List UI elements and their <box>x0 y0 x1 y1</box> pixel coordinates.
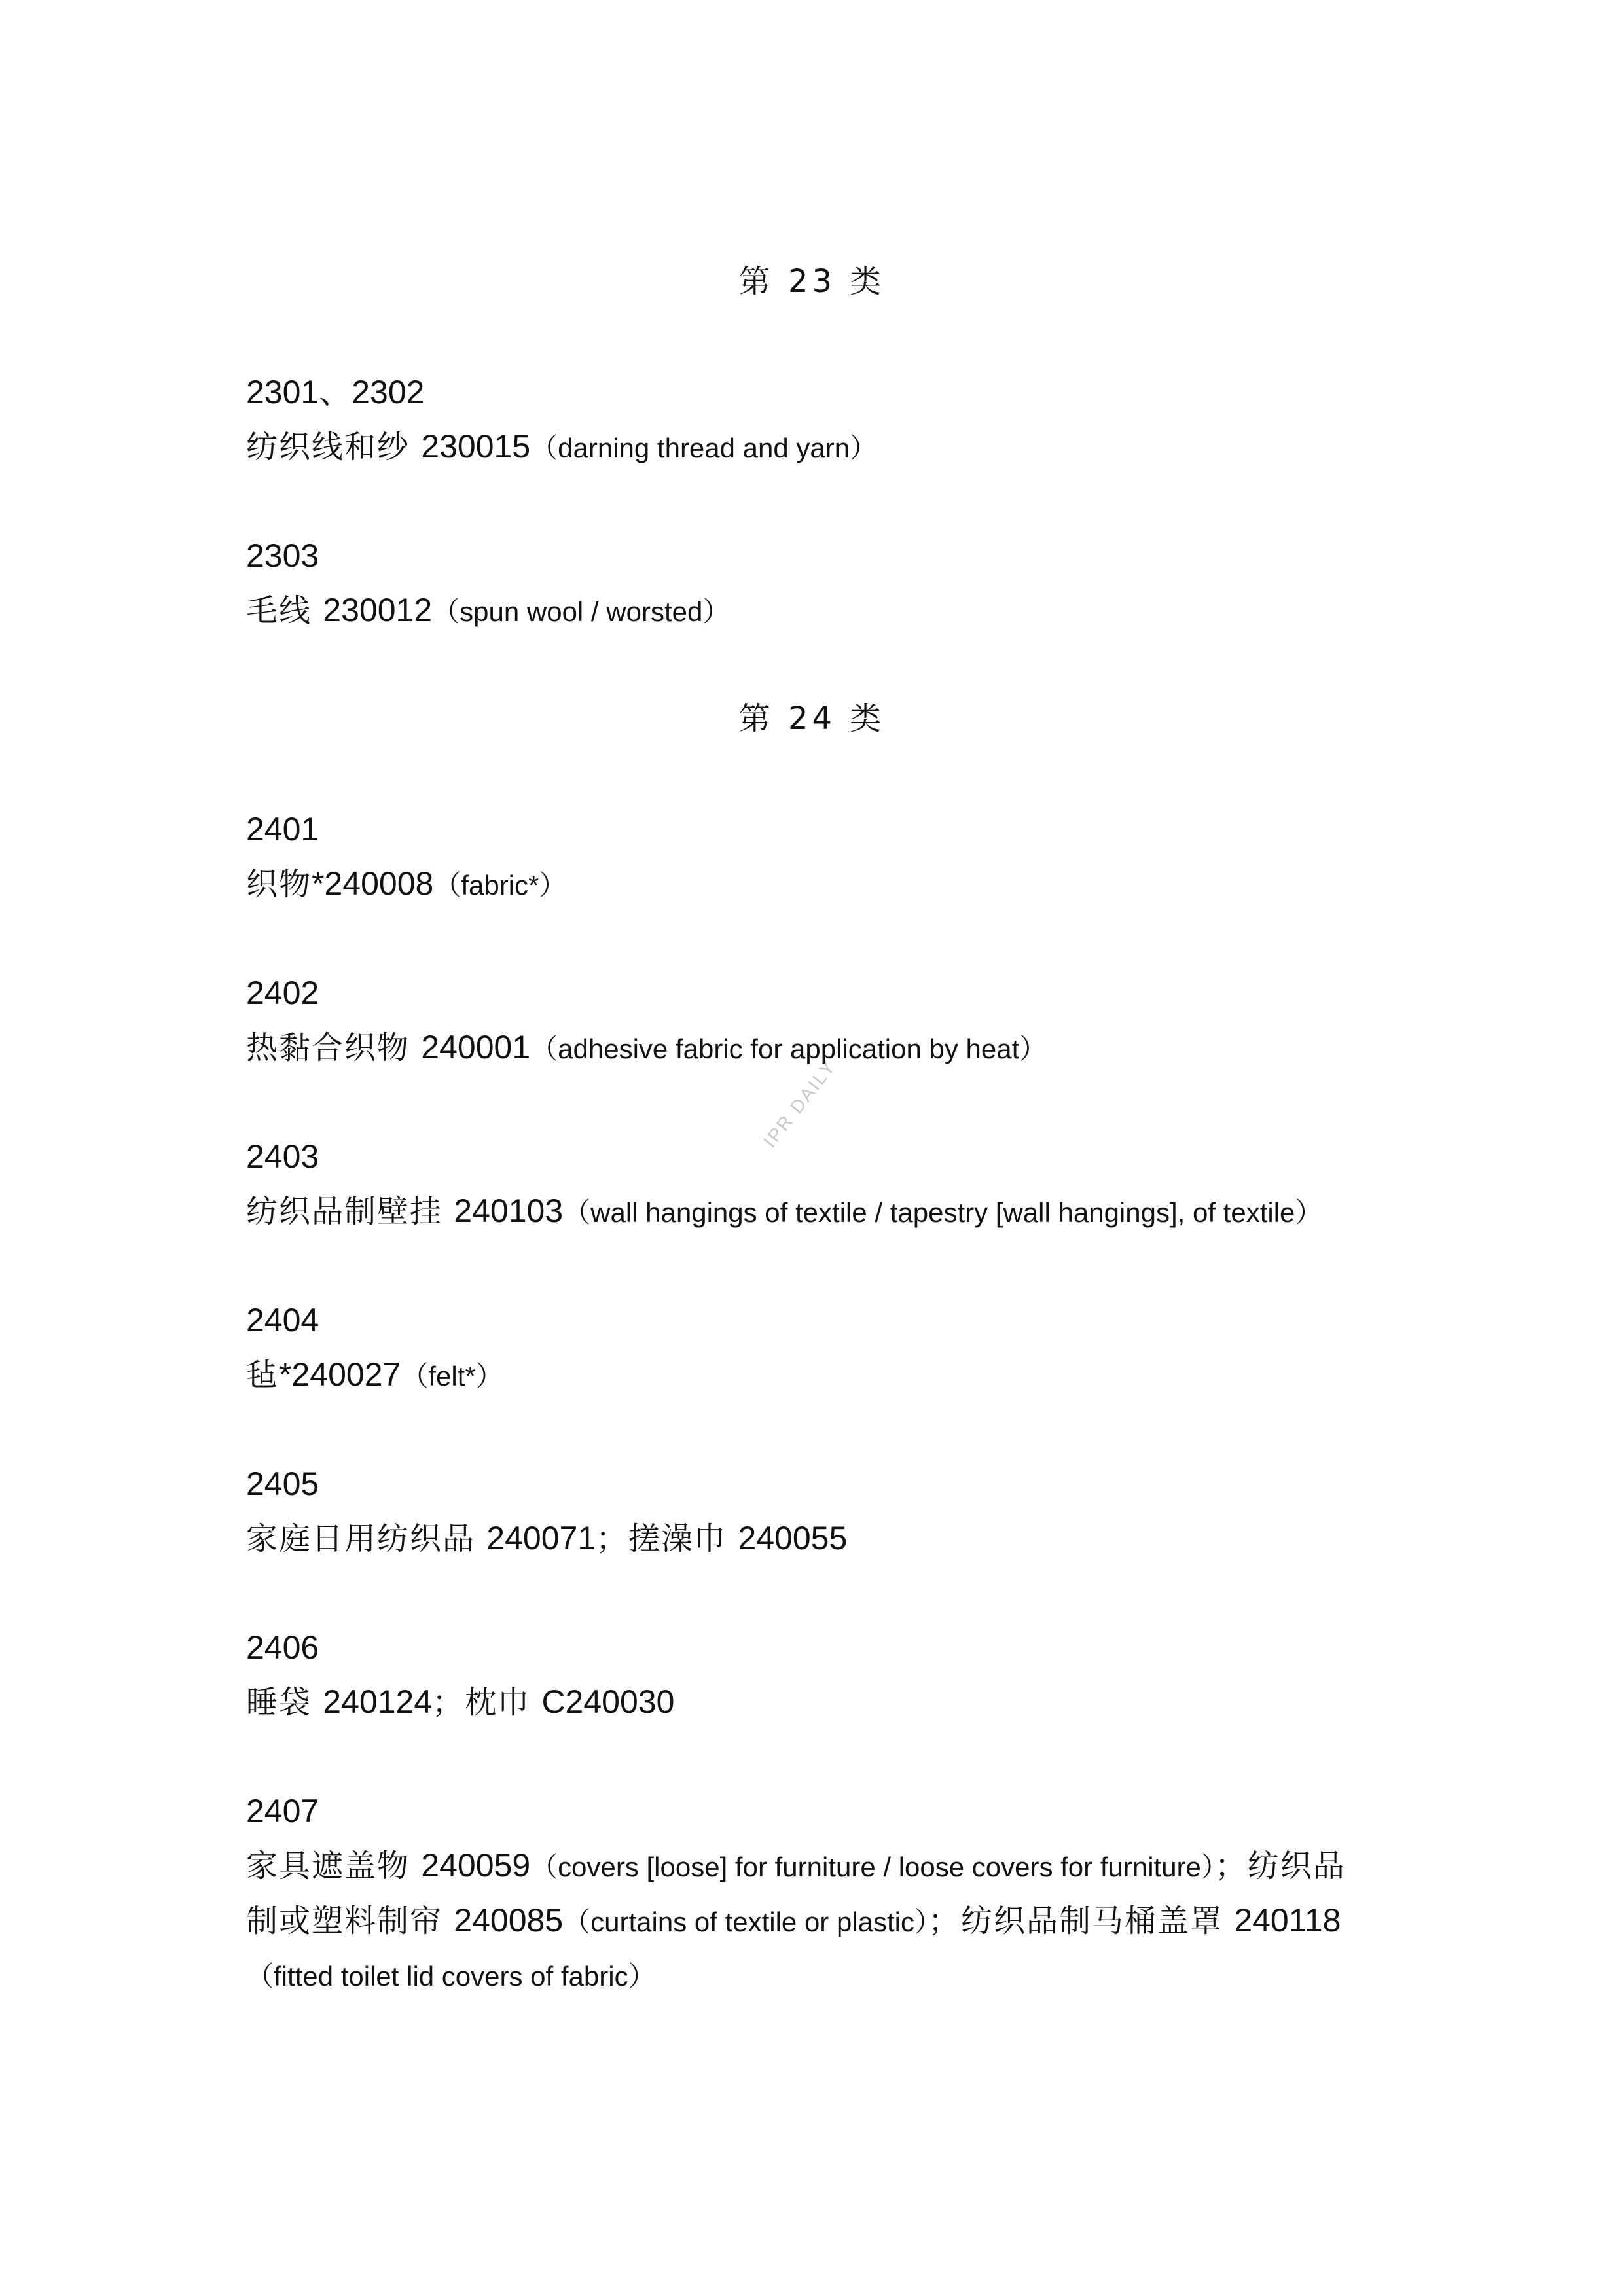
goods-name: 家具遮盖物 <box>246 1848 410 1884</box>
section-code-2401: 2401 <box>246 811 319 848</box>
section-code-2404: 2404 <box>246 1302 319 1338</box>
section-code-2402: 2402 <box>246 975 319 1011</box>
section-entry-2405 <box>246 1511 1385 1566</box>
goods-name: 毛线 <box>246 592 312 629</box>
section-code-2403: 2403 <box>246 1138 319 1175</box>
section-code-2303: 2303 <box>246 537 319 574</box>
goods-english: （wall hangings of textile / tapestry [wall hangings], of textile） <box>563 1197 1323 1228</box>
class-23-heading: 第 23 类 <box>738 263 886 300</box>
goods-name: 纺织品制壁挂 <box>246 1193 443 1230</box>
goods-english: （spun wool / worsted） <box>432 596 731 627</box>
class-24-heading: 第 24 类 <box>738 700 886 737</box>
section-entry-2401 <box>246 856 1385 913</box>
goods-number: 240059 <box>421 1847 531 1884</box>
section-code-2405: 2405 <box>246 1465 319 1502</box>
goods-english: （covers [loose] for furniture / loose covers for furniture） <box>530 1852 1215 1882</box>
goods-name: 家庭日用纺织品 <box>246 1520 476 1557</box>
watermark: IPR DAILY <box>759 1056 840 1152</box>
section-entry-2301-2302 <box>246 419 1385 476</box>
goods-name: 毡 <box>246 1357 280 1393</box>
goods-number: 240001 <box>421 1029 531 1066</box>
goods-name-2: 纺织品制马桶盖罩 <box>961 1903 1223 1939</box>
goods-number: *240008 <box>312 865 434 902</box>
goods-english: （fitted toilet lid covers of fabric） <box>246 1961 656 1992</box>
goods-number: *240027 <box>279 1356 401 1393</box>
goods-english: （felt*） <box>401 1361 503 1391</box>
goods-number: 230012 <box>323 592 433 628</box>
separator: ； <box>596 1520 629 1557</box>
goods-number-2: C240030 <box>541 1683 675 1720</box>
section-code-2407: 2407 <box>246 1793 319 1829</box>
section-entry-2403 <box>246 1183 1385 1240</box>
section-code-2406: 2406 <box>246 1629 319 1666</box>
goods-number: 240085 <box>454 1902 564 1939</box>
goods-number: 240103 <box>454 1193 564 1229</box>
goods-number-2: 240118 <box>1234 1902 1341 1939</box>
goods-name: 睡袋 <box>246 1684 312 1721</box>
goods-english: （darning thread and yarn） <box>530 433 878 463</box>
goods-number: 240071 <box>486 1520 596 1556</box>
goods-name-2: 纺织品 <box>1247 1848 1346 1884</box>
goods-name: 织物 <box>246 866 312 903</box>
goods-number: 240124 <box>323 1683 433 1720</box>
goods-name-2: 枕巾 <box>465 1684 531 1721</box>
goods-name: 纺织线和纱 <box>246 429 410 465</box>
goods-number-2: 240055 <box>738 1520 848 1556</box>
section-entry-2303 <box>246 583 1385 639</box>
separator: ； <box>928 1903 962 1939</box>
goods-english: （adhesive fabric for application by heat） <box>530 1033 1047 1064</box>
goods-number: 230015 <box>421 428 531 465</box>
section-entry-2404 <box>246 1347 1385 1404</box>
section-entry-2407-line-2 <box>246 1893 1385 1950</box>
section-entry-2402 <box>246 1020 1385 1077</box>
separator: ； <box>1214 1848 1248 1884</box>
separator: ； <box>432 1684 465 1721</box>
section-code-2301-2302: 2301、2302 <box>246 374 425 410</box>
goods-name: 热黏合织物 <box>246 1030 410 1066</box>
section-entry-2406 <box>246 1674 1385 1730</box>
goods-name-2: 搓澡巾 <box>628 1520 727 1557</box>
section-entry-2407-line-1 <box>246 1838 1385 1895</box>
section-entry-2407-line-3 <box>246 1948 1385 2004</box>
goods-english: （fabric*） <box>433 870 567 901</box>
goods-name: 制或塑料制帘 <box>246 1903 443 1939</box>
goods-english: （curtains of textile or plastic） <box>563 1907 929 1937</box>
